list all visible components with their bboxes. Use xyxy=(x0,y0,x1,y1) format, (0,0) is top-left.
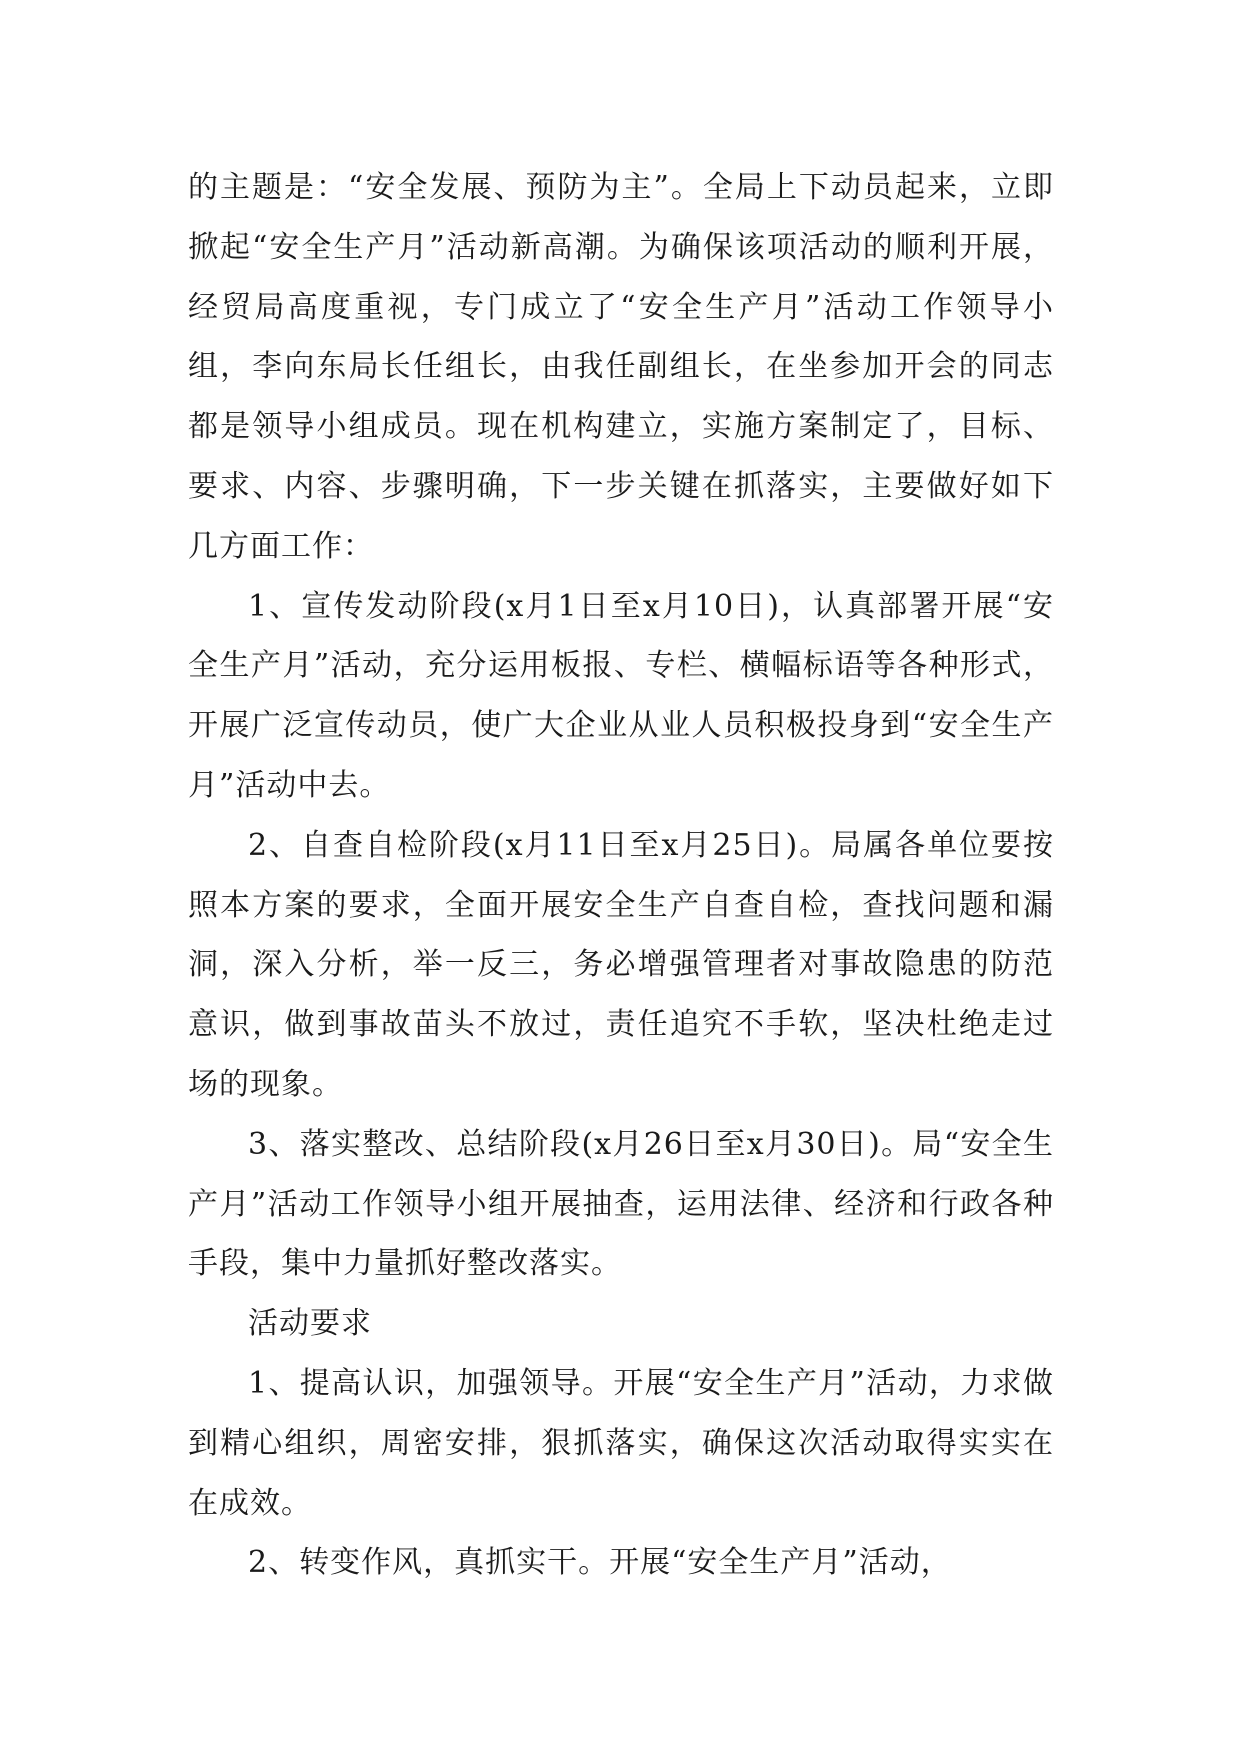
paragraph-stage-2: 2、自查自检阶段(x月11日至x月25日)。局属各单位要按照本方案的要求，全面开展安全生产自查自检，查找问题和漏洞，深入分析，举一反三，务必增强管理者对事故隐患的防范意识，做到事故苗头不放过，责任追究不手软，坚决杜绝走过场的现象。 xyxy=(188,827,1054,1102)
paragraph-requirement-2: 2、转变作风，真抓实干。开展“安全生产月”活动， xyxy=(248,1545,952,1581)
paragraph-stage-1: 1、宣传发动阶段(x月1日至x月10日)，认真部署开展“安全生产月”活动，充分运用板报、专栏、横幅标语等各种形式，开展广泛宣传动员，使广大企业从业人员积极投身到“安全生产月”活动中去。 xyxy=(188,588,1054,803)
document-body xyxy=(188,158,1054,1593)
paragraph-requirement-1: 1、提高认识，加强领导。开展“安全生产月”活动，力求做到精心组织，周密安排，狠抓落实，确保这次活动取得实实在在成效。 xyxy=(188,1365,1054,1521)
paragraph-continued-intro: 的主题是：“安全发展、预防为主”。全局上下动员起来，立即掀起“安全生产月”活动新高潮。为确保该项活动的顺利开展，经贸局高度重视，专门成立了“安全生产月”活动工作领导小组，李向东局长任组长，由我任副组长，在坐参加开会的同志都是领导小组成员。现在机构建立，实施方案制定了，目标、要求、内容、步骤明确，下一步关键在抓落实，主要做好如下几方面工作： xyxy=(188,170,1054,564)
paragraph-stage-3: 3、落实整改、总结阶段(x月26日至x月30日)。局“安全生产月”活动工作领导小组开展抽查，运用法律、经济和行政各种手段，集中力量抓好整改落实。 xyxy=(188,1126,1054,1282)
section-heading-requirements: 活动要求 xyxy=(248,1306,372,1342)
